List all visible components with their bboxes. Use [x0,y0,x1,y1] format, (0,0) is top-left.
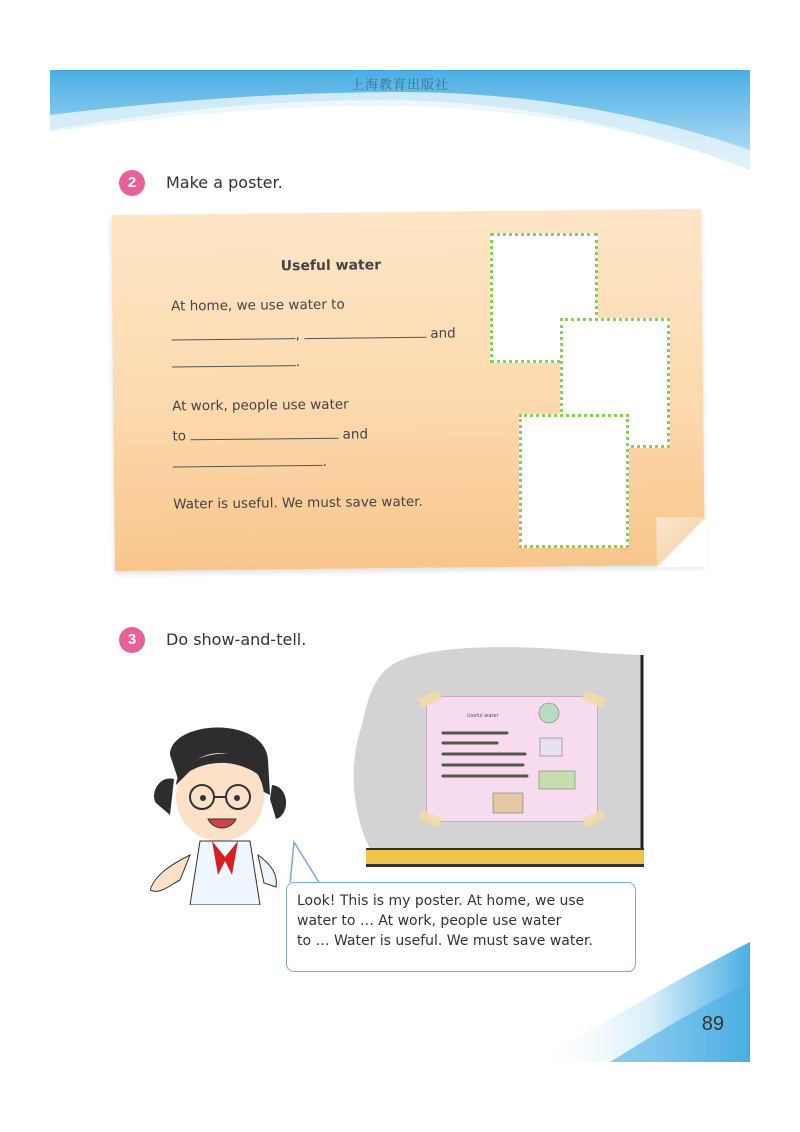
answer-blank[interactable] [172,353,296,367]
section-2-title: Make a poster. [166,173,283,192]
footer-wave-decoration [50,942,750,1062]
girl-character-illustration [150,715,290,905]
answer-blank[interactable] [171,326,295,340]
photo-box-3[interactable] [519,414,629,548]
answer-blank[interactable] [173,453,323,468]
poster-page-curl [656,517,707,568]
section-3-title: Do show-and-tell. [166,630,307,649]
mini-poster-scribbles [427,697,597,821]
speech-line: water to … At work, people use water [297,913,562,929]
speech-line: to … Water is useful. We must save water. [297,933,593,949]
poster-work-blanks-row [172,425,368,444]
poster-text [170,211,460,513]
poster-and-word: and [342,426,369,443]
mini-poster-title: Useful water [467,713,499,719]
poster-work-blank-row: . [173,453,327,472]
poster-to-word: to [172,428,187,445]
answer-blank[interactable] [304,325,426,339]
mini-poster [426,696,598,822]
textbook-page [50,70,750,1062]
poster-home-blank-row: . [172,353,300,371]
poster-work-intro: At work, people use water [172,396,349,415]
poster-home-blanks-row: , and [171,324,455,344]
poster-conclusion: Water is useful. We must save water. [173,493,423,513]
section-3-badge: 3 [119,627,145,653]
poster-heading: Useful water [280,257,382,275]
answer-blank[interactable] [190,426,338,441]
page-number: 89 [701,1013,724,1035]
chalk-ledge [366,848,644,867]
poster-and-word: and [430,325,456,342]
publisher-name: 上海教育出版社 [350,78,449,93]
speech-line: Look! This is my poster. At home, we use [297,893,585,909]
poster-home-intro: At home, we use water to [171,296,345,315]
section-2-badge: 2 [119,170,145,196]
